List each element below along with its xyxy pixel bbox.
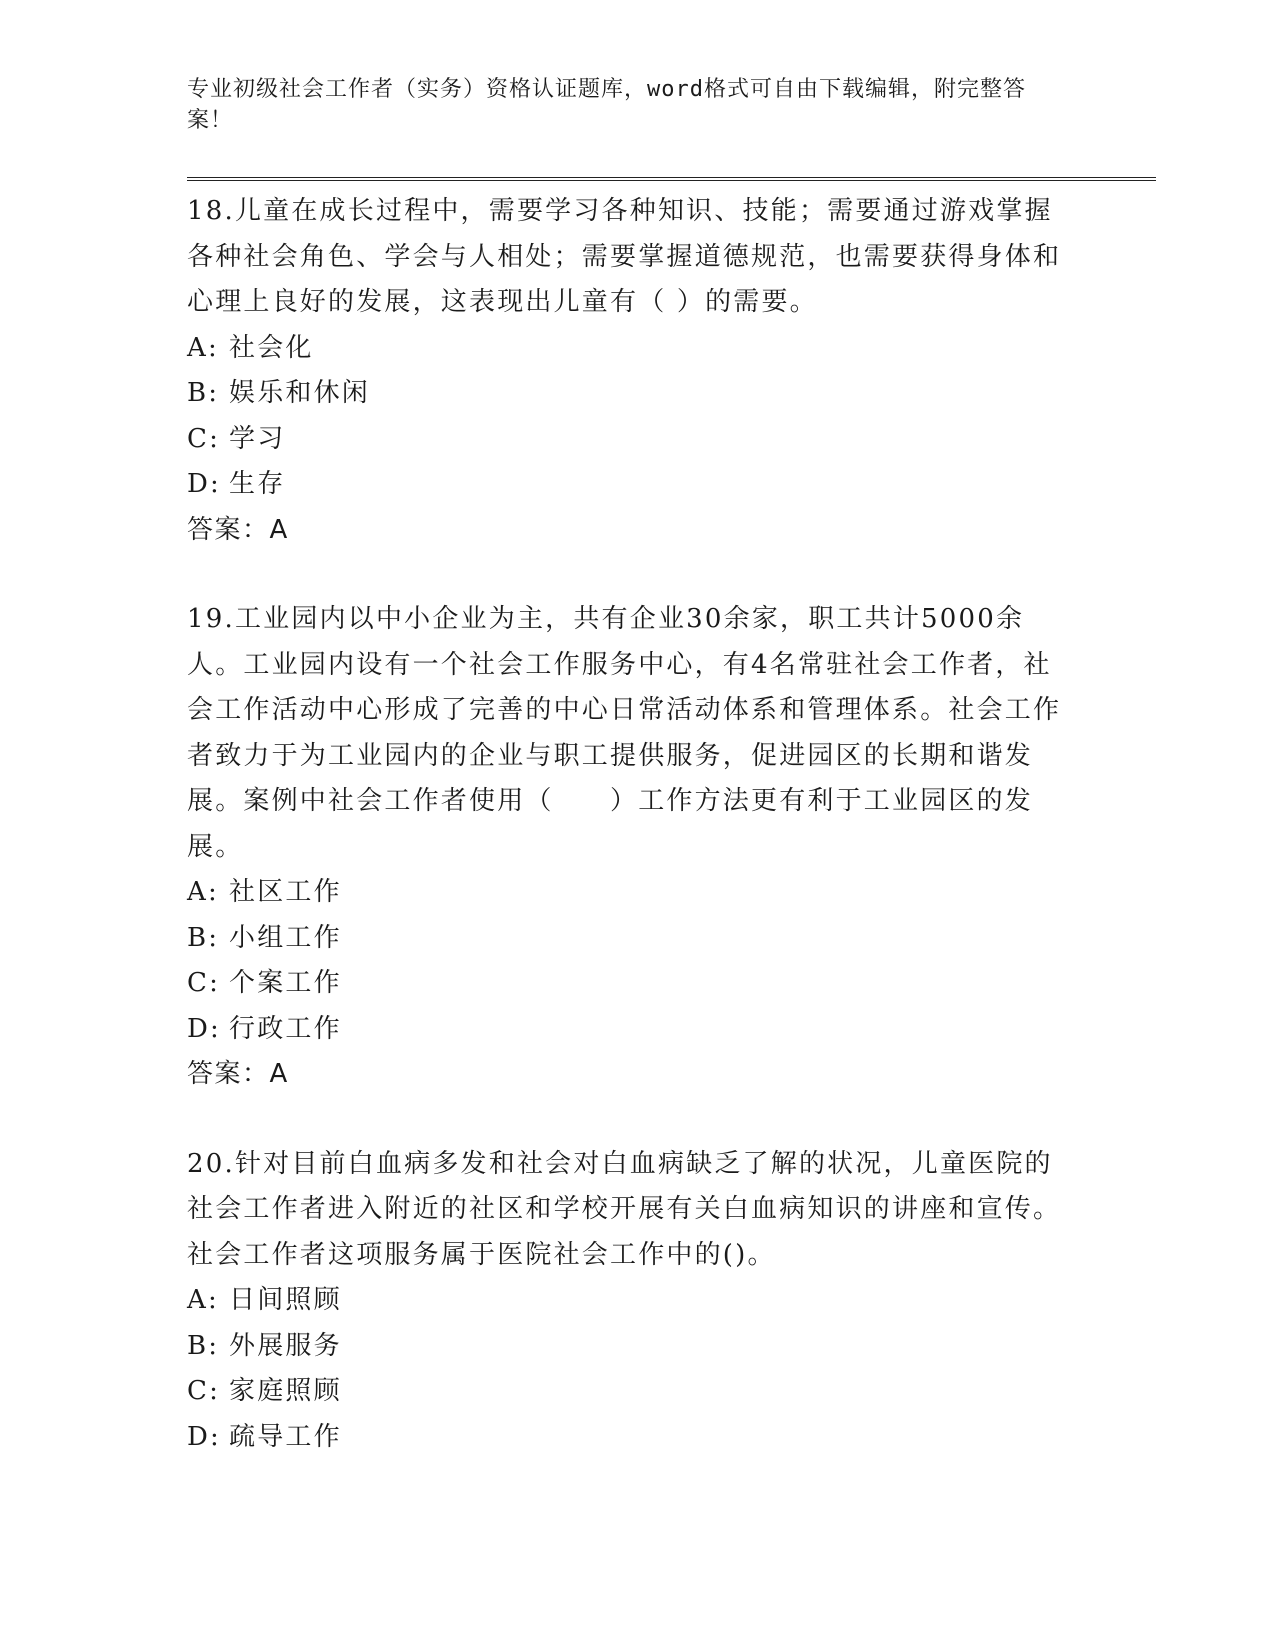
option-b [187, 916, 1067, 962]
question-list [187, 189, 1067, 1460]
option-b [187, 1324, 1067, 1370]
option-text: 娱乐和休闲 [229, 378, 371, 408]
option-text: 生存 [229, 469, 286, 499]
answer-line: 答案：A [187, 514, 289, 545]
option-b [187, 371, 1067, 417]
option-c [187, 1369, 1067, 1415]
option-letter: B: [187, 922, 220, 953]
question-20 [187, 1142, 1067, 1461]
question-18 [187, 189, 1067, 553]
option-letter: D: [187, 1013, 222, 1044]
option-text: 行政工作 [229, 1013, 342, 1044]
option-text: 小组工作 [229, 922, 342, 953]
option-letter: C: [187, 423, 221, 454]
option-text: 学习 [229, 423, 286, 454]
option-text: 外展服务 [229, 1330, 342, 1361]
option-letter: A: [187, 877, 219, 907]
option-a [187, 326, 1067, 372]
option-text: 日间照顾 [229, 1285, 342, 1315]
option-c [187, 417, 1067, 463]
page-header: 专业初级社会工作者（实务）资格认证题库，word格式可自由下载编辑，附完整答案！ [187, 77, 1026, 133]
option-text: 社会化 [229, 332, 314, 363]
question-stem: 18.儿童在成长过程中，需要学习各种知识、技能；需要通过游戏掌握各种社会角色、学会与人相处；需要掌握道德规范，也需要获得身体和心理上良好的发展，这表现出儿童有（ ）的需要。 [187, 196, 1062, 317]
option-d [187, 462, 1067, 508]
question-stem: 19.工业园内以中小企业为主，共有企业30余家，职工共计5000余人。工业园内设有一个社会工作服务中心，有4名常驻社会工作者，社会工作活动中心形成了完善的中心日常活动体系和管理体系。社会工作者致力于为工业园内的企业与职工提供服务，促进园区的长期和谐发展。案例中社会工作者使用（ ）工作方法更有利于工业园区的发展。 [187, 604, 1062, 862]
option-c [187, 961, 1067, 1007]
option-a [187, 870, 1067, 916]
option-letter: C: [187, 1376, 221, 1406]
option-text: 社区工作 [229, 877, 342, 907]
option-letter: B: [187, 1330, 220, 1361]
option-letter: B: [187, 378, 220, 408]
answer-line: 答案：A [187, 1059, 289, 1089]
option-letter: C: [187, 968, 221, 998]
option-d [187, 1007, 1067, 1053]
option-text: 个案工作 [229, 968, 342, 998]
option-text: 疏导工作 [229, 1421, 342, 1452]
header-divider [187, 177, 1156, 181]
option-letter: D: [187, 1421, 222, 1452]
option-text: 家庭照顾 [229, 1376, 342, 1406]
option-letter: D: [187, 469, 222, 499]
option-letter: A: [187, 1285, 219, 1315]
option-d [187, 1415, 1067, 1461]
option-a [187, 1278, 1067, 1324]
question-stem: 20.针对目前白血病多发和社会对白血病缺乏了解的状况，儿童医院的社会工作者进入附近的社区和学校开展有关白血病知识的讲座和宣传。社会工作者这项服务属于医院社会工作中的()。 [187, 1148, 1062, 1270]
option-letter: A: [187, 332, 219, 363]
question-19 [187, 597, 1067, 1098]
